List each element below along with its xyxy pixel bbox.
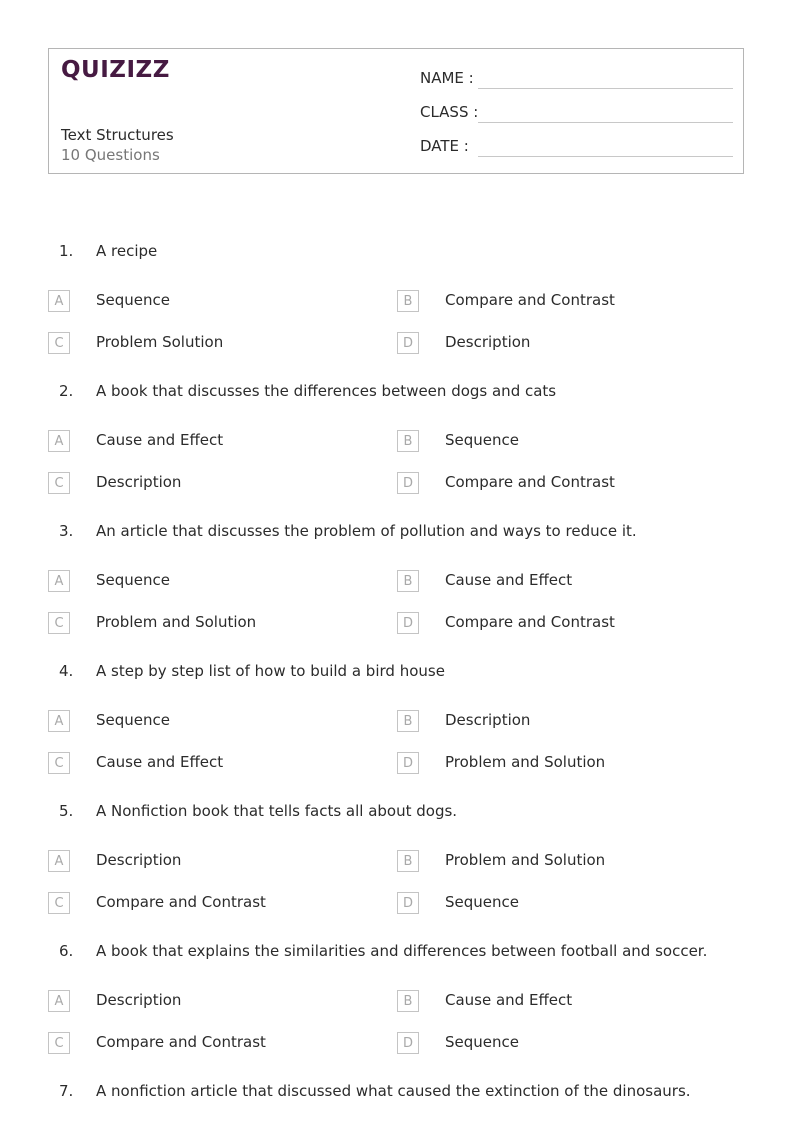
option-letter-box: A — [48, 290, 70, 312]
question-2 — [0, 382, 794, 408]
q3-option-c[interactable] — [48, 612, 378, 636]
option-letter-box: A — [48, 710, 70, 732]
question-1 — [0, 242, 794, 268]
question-number: 2. — [59, 382, 74, 400]
option-text: Sequence — [445, 893, 519, 911]
option-text: Sequence — [445, 431, 519, 449]
question-number: 1. — [59, 242, 74, 260]
option-letter-box: C — [48, 892, 70, 914]
name-input-line[interactable] — [478, 88, 733, 89]
option-letter-box: D — [397, 612, 419, 634]
option-text: Description — [445, 333, 531, 351]
question-number: 6. — [59, 942, 74, 960]
option-letter-box: A — [48, 570, 70, 592]
q2-option-c[interactable] — [48, 472, 378, 496]
option-text: Compare and Contrast — [445, 613, 615, 631]
option-letter-box: B — [397, 850, 419, 872]
q5-option-b[interactable] — [397, 850, 727, 874]
date-field[interactable] — [420, 137, 733, 159]
q3-option-d[interactable] — [397, 612, 727, 636]
option-letter-box: D — [397, 752, 419, 774]
option-letter-box: B — [397, 290, 419, 312]
q5-option-a[interactable] — [48, 850, 378, 874]
q4-option-c[interactable] — [48, 752, 378, 776]
q5-option-d[interactable] — [397, 892, 727, 916]
option-letter-box: D — [397, 332, 419, 354]
question-3 — [0, 522, 794, 548]
q1-option-c[interactable] — [48, 332, 378, 356]
option-letter-box: C — [48, 472, 70, 494]
question-count: 10 Questions — [61, 146, 160, 164]
option-text: Sequence — [96, 291, 170, 309]
option-text: Cause and Effect — [96, 431, 224, 449]
question-text: A step by step list of how to build a bird house — [96, 662, 445, 680]
option-text: Compare and Contrast — [445, 291, 615, 309]
worksheet-header — [48, 48, 744, 174]
question-text: A recipe — [96, 242, 158, 260]
option-letter-box: D — [397, 1032, 419, 1054]
question-text: A nonfiction article that discussed what caused the extinction of the dinosaurs. — [96, 1082, 691, 1100]
option-letter-box: B — [397, 570, 419, 592]
option-text: Problem and Solution — [96, 613, 257, 631]
option-text: Cause and Effect — [96, 753, 224, 771]
option-letter-box: D — [397, 892, 419, 914]
q2-option-d[interactable] — [397, 472, 727, 496]
question-text: A book that discusses the differences between dogs and cats — [96, 382, 557, 400]
option-letter-box: C — [48, 332, 70, 354]
question-number: 5. — [59, 802, 74, 820]
option-text: Sequence — [445, 1033, 519, 1051]
class-input-line[interactable] — [478, 122, 733, 123]
option-letter-box: C — [48, 752, 70, 774]
question-6 — [0, 942, 794, 968]
class-field[interactable] — [420, 103, 733, 125]
q1-option-a[interactable] — [48, 290, 378, 314]
date-input-line[interactable] — [478, 156, 733, 157]
quizizz-logo: QUIZIZZ — [61, 57, 170, 83]
q6-option-c[interactable] — [48, 1032, 378, 1056]
q3-option-b[interactable] — [397, 570, 727, 594]
option-text: Compare and Contrast — [96, 1033, 266, 1051]
class-label: CLASS : — [420, 103, 479, 121]
option-text: Cause and Effect — [445, 571, 573, 589]
option-text: Problem and Solution — [445, 753, 606, 771]
option-text: Description — [96, 851, 182, 869]
question-number: 4. — [59, 662, 74, 680]
question-4 — [0, 662, 794, 688]
option-letter-box: C — [48, 1032, 70, 1054]
option-text: Problem Solution — [96, 333, 224, 351]
option-letter-box: A — [48, 850, 70, 872]
option-text: Problem and Solution — [445, 851, 606, 869]
option-text: Compare and Contrast — [445, 473, 615, 491]
option-text: Description — [96, 991, 182, 1009]
option-text: Sequence — [96, 571, 170, 589]
question-text: A book that explains the similarities and differences between football and soccer. — [96, 942, 708, 960]
option-text: Compare and Contrast — [96, 893, 266, 911]
q4-option-b[interactable] — [397, 710, 727, 734]
q1-option-b[interactable] — [397, 290, 727, 314]
option-text: Sequence — [96, 711, 170, 729]
q4-option-d[interactable] — [397, 752, 727, 776]
worksheet-title: Text Structures — [61, 126, 174, 144]
question-number: 7. — [59, 1082, 74, 1100]
question-7 — [0, 1082, 794, 1108]
question-number: 3. — [59, 522, 74, 540]
q4-option-a[interactable] — [48, 710, 378, 734]
question-5 — [0, 802, 794, 828]
question-text: An article that discusses the problem of pollution and ways to reduce it. — [96, 522, 637, 540]
q5-option-c[interactable] — [48, 892, 378, 916]
q6-option-b[interactable] — [397, 990, 727, 1014]
option-letter-box: B — [397, 430, 419, 452]
name-label: NAME : — [420, 69, 474, 87]
option-letter-box: D — [397, 472, 419, 494]
question-text: A Nonfiction book that tells facts all about dogs. — [96, 802, 458, 820]
option-letter-box: C — [48, 612, 70, 634]
date-label: DATE : — [420, 137, 469, 155]
option-text: Cause and Effect — [445, 991, 573, 1009]
option-letter-box: A — [48, 430, 70, 452]
name-field[interactable] — [420, 69, 733, 91]
option-letter-box: A — [48, 990, 70, 1012]
q3-option-a[interactable] — [48, 570, 378, 594]
q6-option-a[interactable] — [48, 990, 378, 1014]
q2-option-a[interactable] — [48, 430, 378, 454]
option-text: Description — [445, 711, 531, 729]
option-letter-box: B — [397, 990, 419, 1012]
q1-option-d[interactable] — [397, 332, 727, 356]
option-letter-box: B — [397, 710, 419, 732]
option-text: Description — [96, 473, 182, 491]
q6-option-d[interactable] — [397, 1032, 727, 1056]
q2-option-b[interactable] — [397, 430, 727, 454]
